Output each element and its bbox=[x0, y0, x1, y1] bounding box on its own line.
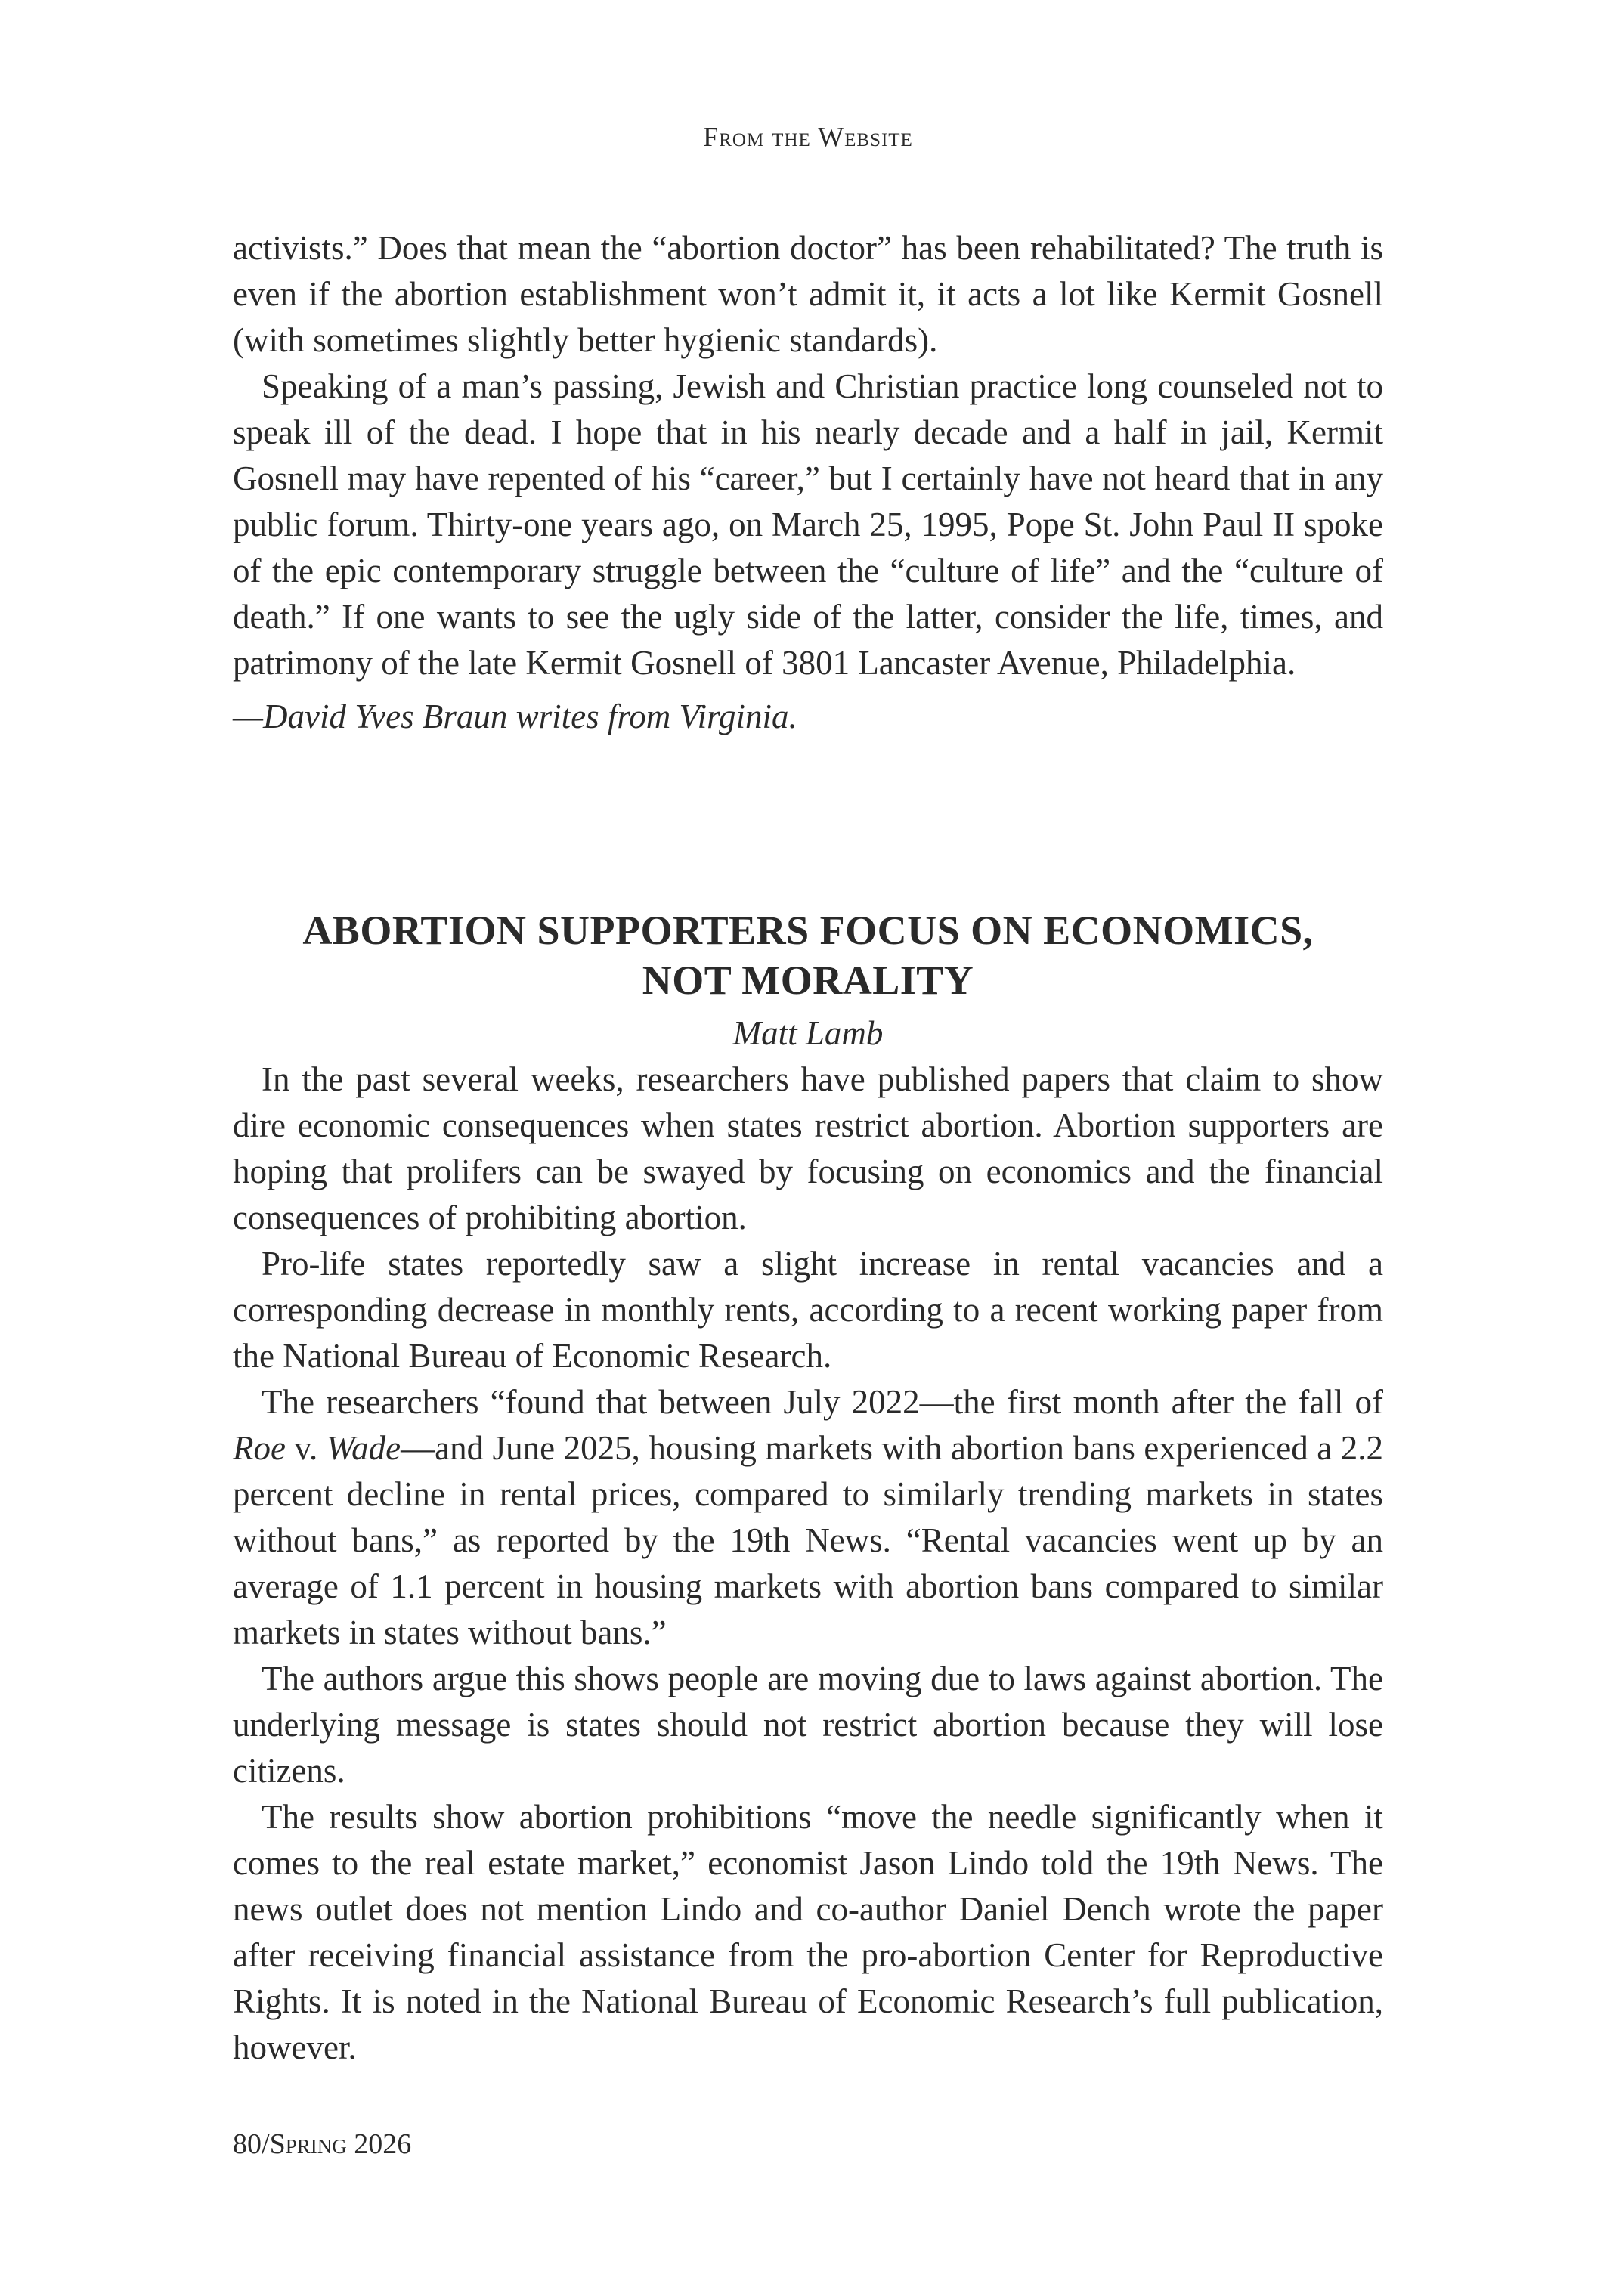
article bbox=[233, 905, 1383, 2071]
paragraph: activists.” Does that mean the “abortion doctor” has been rehabilitated? The truth is even if the abortion establishment won’t admit it, it acts a lot like Kermit Gosnell (with sometimes slightly better hygienic standards). bbox=[233, 229, 1383, 359]
paragraph: Pro-life states reportedly saw a slight increase in rental vacancies and a corresponding decrease in monthly rents, according to a recent working paper from the National Bureau of Economic Research. bbox=[233, 1245, 1383, 1375]
page-number: 80/ bbox=[233, 2128, 270, 2160]
case-name-v: v. bbox=[285, 1429, 327, 1467]
running-head: From the Website bbox=[703, 122, 913, 152]
article-title bbox=[233, 905, 1383, 1005]
article-byline: Matt Lamb bbox=[732, 1014, 884, 1052]
article-title-line: ABORTION SUPPORTERS FOCUS ON ECONOMICS, bbox=[302, 908, 1314, 953]
paragraph: In the past several weeks, researchers have published papers that claim to show dire economic consequences when states restrict abortion. Abortion supporters are hoping that prolifers can be swayed by focusing on economics and the financial consequences of prohibiting abortion. bbox=[233, 1060, 1383, 1236]
case-name-wade: Wade bbox=[326, 1429, 401, 1467]
paragraph: Speaking of a man’s passing, Jewish and Christian practice long counseled not to speak ill of the dead. I hope that in his nearly decade and a half in jail, Kermit Gosnell may have repented of his “career,” but I certainly have not heard that in any public forum. Thirty-one years ago, on March 25, 1995, Pope St. John Paul II spoke of the epic contemporary struggle between the “culture of life” and the “culture of death.” If one wants to see the ugly side of the latter, consider the life, times, and patrimony of the late Kermit Gosnell of 3801 Lancaster Avenue, Philadelphia. bbox=[233, 367, 1383, 682]
author-signoff: —David Yves Braun writes from Virginia. bbox=[233, 698, 797, 735]
previous-article-continuation bbox=[233, 225, 1383, 740]
issue-label: Spring 2026 bbox=[269, 2128, 412, 2160]
paragraph bbox=[233, 1379, 1383, 1656]
article-title-line: NOT MORALITY bbox=[642, 958, 974, 1003]
paragraph-text: —and June 2025, housing markets with abortion bans experienced a 2.2 percent decline in rental prices, compared to similarly trending markets in states without bans,” as reported by the 19th News. “Rental vacancies went up by an average of 1.1 percent in housing markets with abortion bans compared to similar markets in states without bans.” bbox=[233, 1429, 1383, 1651]
paragraph: The authors argue this shows people are moving due to laws against abortion. The underlying message is states should not restrict abortion because they will lose citizens. bbox=[233, 1660, 1383, 1790]
case-name-roe: Roe bbox=[233, 1429, 286, 1467]
paragraph: The results show abortion prohibitions “move the needle significantly when it comes to the real estate market,” economist Jason Lindo told the 19th News. The news outlet does not mention Lindo and co-author Daniel Dench wrote the paper after receiving financial assistance from the pro-abortion Center for Reproductive Rights. It is noted in the National Bureau of Economic Research’s full publication, however. bbox=[233, 1798, 1383, 2066]
paragraph-text: The researchers “found that between July 2022—the first month after the fall of bbox=[262, 1383, 1383, 1421]
page-folio bbox=[233, 2127, 411, 2161]
